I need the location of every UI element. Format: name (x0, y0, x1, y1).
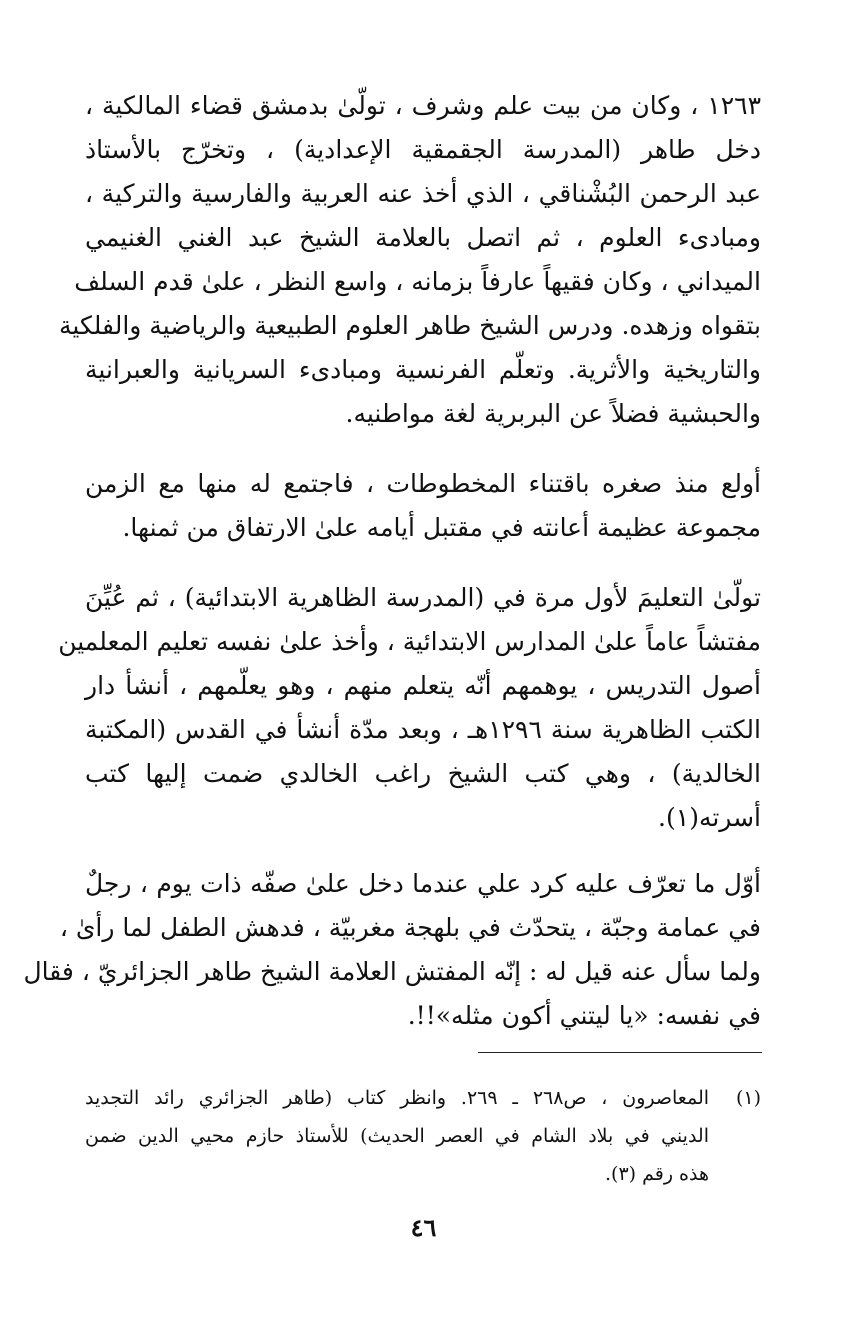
footnote-marker: (١) (735, 1087, 761, 1109)
body-text-line: أولع منذ صغره باقتناء المخطوطات ، فاجتمع له منها مع الزمن (85, 469, 761, 498)
body-text-line: الخالدية) ، وهي كتب الشيخ راغب الخالدي ضمت إليها كتب (85, 759, 761, 788)
footnote-text: المعاصرون ، ص٢٦٨ ـ ٢٦٩. وانظر كتاب (طاهر الجزائري رائد التجديد (85, 1087, 710, 1109)
body-text-line: ومبادىء العلوم ، ثم اتصل بالعلامة الشيخ عبد الغني الغنيمي (85, 223, 761, 252)
body-text-line: الكتب الظاهرية سنة ١٢٩٦هـ ، وبعد مدّة أنشأ في القدس (المكتبة (85, 715, 761, 744)
body-text-line: في نفسه: «يا ليتني أكون مثله»!!. (407, 1001, 761, 1030)
footnote-line (85, 1158, 761, 1190)
body-text-line: مجموعة عظيمة أعانته في مقتبل أيامه علىٰ الارتفاق من ثمنها. (122, 513, 761, 542)
footnote-text: الديني في بلاد الشام في العصر الحديث) للأستاذ حازم محيي الدين ضمن (85, 1125, 709, 1147)
body-text-line: الميداني ، وكان فقيهاً عارفاً بزمانه ، واسع النظر ، علىٰ قدم السلف (74, 267, 761, 296)
body-text-line: أصول التدريس ، يوهمهم أنّه يتعلم منهم ، وهو يعلّمهم ، أنشأ دار (85, 671, 761, 700)
footnote-line (85, 1120, 761, 1152)
body-text-line: بتقواه وزهده. ودرس الشيخ طاهر العلوم الطبيعية والرياضية والفلكية (59, 311, 761, 340)
body-text-line: عبد الرحمن البُشْناقي ، الذي أخذ عنه العربية والفارسية والتركية ، (85, 179, 761, 208)
body-text-line: أوّل ما تعرّف عليه كرد علي عندما دخل علىٰ صفّه ذات يوم ، رجلٌ (85, 869, 761, 898)
footnote-separator (478, 1052, 762, 1053)
body-text-line: ولما سأل عنه قيل له : إنّه المفتش العلامة الشيخ طاهر الجزائريّ ، فقال (23, 957, 761, 986)
body-text-line: في عمامة وجبّة ، يتحدّث في بلهجة مغربيّة ، فدهش الطفل لما رأىٰ ، (59, 913, 761, 942)
body-text-line: والتاريخية والأثرية. وتعلّم الفرنسية ومبادىء السريانية والعبرانية (85, 355, 761, 384)
page-number: ٤٦ (410, 1213, 437, 1242)
body-text-line: ١٢٦٣ ، وكان من بيت علم وشرف ، تولّىٰ بدمشق قضاء المالكية ، (85, 91, 761, 120)
footnote-line (85, 1082, 761, 1114)
body-text-line: دخل طاهر (المدرسة الجقمقية الإعدادية) ، وتخرّج بالأستاذ (85, 135, 761, 164)
footnote-text: هذه رقم (٣). (604, 1163, 709, 1185)
body-text-line: تولّىٰ التعليمَ لأول مرة في (المدرسة الظاهرية الابتدائية) ، ثم عُيِّنَ (85, 583, 761, 612)
body-text-line: أسرته(١). (658, 803, 761, 832)
body-text-line: مفتشاً عاماً علىٰ المدارس الابتدائية ، وأخذ علىٰ نفسه تعليم المعلمين (58, 627, 761, 656)
body-text-line: والحبشية فضلاً عن البربرية لغة مواطنيه. (345, 399, 761, 428)
